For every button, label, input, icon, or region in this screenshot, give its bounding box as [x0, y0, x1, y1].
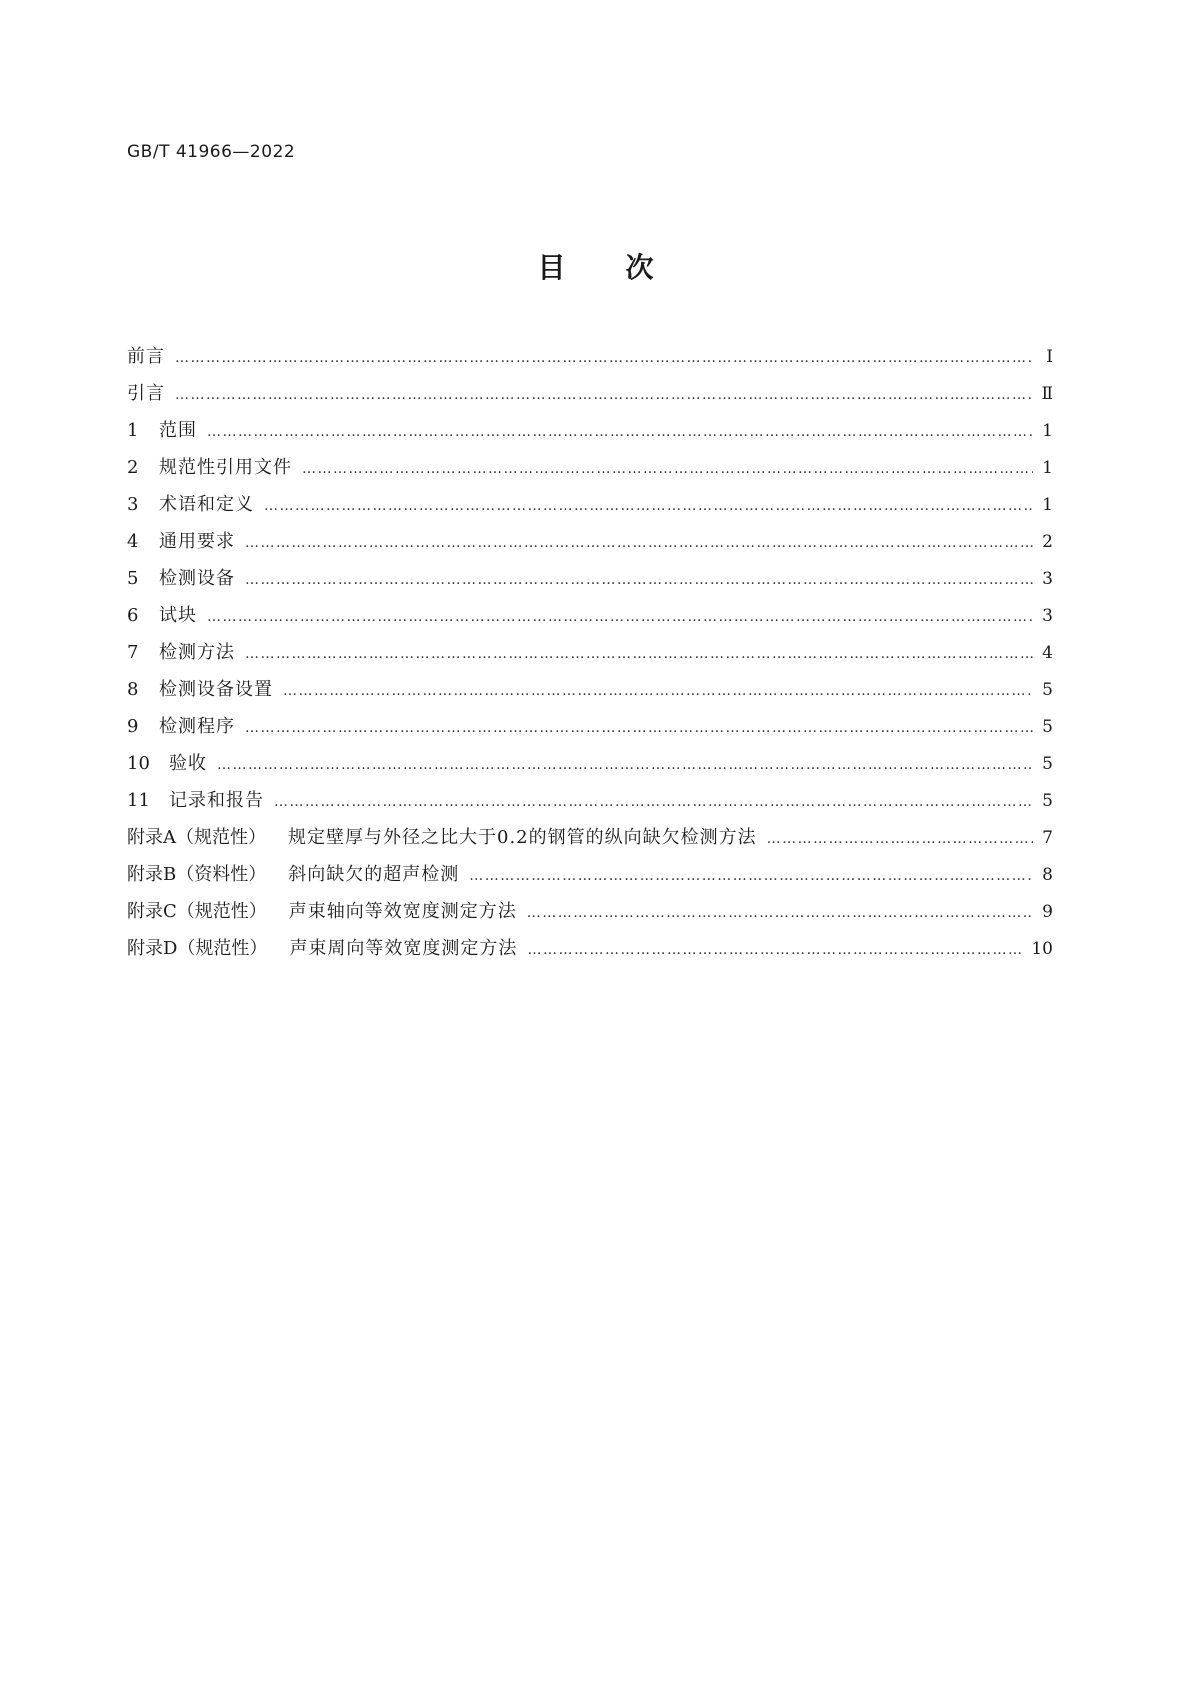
- toc-annex-label: 附录D（规范性）: [127, 938, 268, 959]
- toc-leader-dots: [207, 609, 1033, 625]
- toc-page-number: 7: [1042, 828, 1053, 848]
- standard-code: GB/T 41966—2022: [127, 142, 296, 162]
- toc-entry[interactable]: [127, 823, 1053, 860]
- toc-entry-number: 10: [127, 753, 150, 774]
- toc-leader-dots: [217, 757, 1033, 773]
- toc-entry-title: 检测程序: [159, 716, 235, 737]
- toc-leader-dots: [527, 905, 1033, 921]
- toc-entry[interactable]: [127, 453, 1053, 490]
- toc-entry[interactable]: [127, 564, 1053, 601]
- toc-entry[interactable]: [127, 379, 1053, 416]
- toc-entry[interactable]: [127, 601, 1053, 638]
- toc-entry[interactable]: [127, 749, 1053, 786]
- toc-page-number: 3: [1042, 569, 1053, 589]
- toc-entry-title: 斜向缺欠的超声检测: [288, 864, 460, 885]
- toc-entry-number: 6: [127, 605, 139, 626]
- toc-entry[interactable]: [127, 786, 1053, 823]
- toc-page-number: 4: [1042, 643, 1053, 663]
- toc-entry[interactable]: [127, 675, 1053, 712]
- toc-leader-dots: [245, 535, 1033, 551]
- toc-entry-title: 术语和定义: [159, 494, 254, 515]
- toc-leader-dots: [302, 461, 1033, 477]
- toc-entry[interactable]: [127, 934, 1053, 971]
- toc-entry-title: 检测设备: [159, 568, 235, 589]
- toc-entry[interactable]: [127, 860, 1053, 897]
- toc-leader-dots: [245, 646, 1033, 662]
- toc-entry[interactable]: [127, 897, 1053, 934]
- toc-entry[interactable]: [127, 490, 1053, 527]
- toc-title: 目次: [537, 251, 714, 284]
- toc-annex-label: 附录A（规范性）: [127, 827, 266, 848]
- toc-leader-dots: [274, 794, 1033, 810]
- toc-annex-label: 附录B（资料性）: [127, 864, 267, 885]
- toc-entry-number: 2: [127, 457, 139, 478]
- toc-entry-number: 8: [127, 679, 139, 700]
- toc-entry-title: 通用要求: [159, 531, 235, 552]
- toc-entry-title: 规范性引用文件: [159, 457, 292, 478]
- toc-entry-number: 7: [127, 642, 139, 663]
- toc-page-number: 1: [1042, 421, 1053, 441]
- toc-page-number: Ⅱ: [1041, 384, 1053, 404]
- toc-page-number: 5: [1042, 791, 1053, 811]
- toc-leader-dots: [245, 572, 1033, 588]
- toc-entry-title: 规定壁厚与外径之比大于0.2的钢管的纵向缺欠检测方法: [288, 827, 757, 848]
- toc-entry-title: 声束轴向等效宽度测定方法: [288, 901, 517, 922]
- toc-page-number: 5: [1042, 680, 1053, 700]
- toc-page-number: 5: [1042, 717, 1053, 737]
- toc-page-number: 3: [1042, 606, 1053, 626]
- toc-leader-dots: [767, 831, 1033, 847]
- toc-page-number: 1: [1042, 495, 1053, 515]
- toc-entry-number: 11: [127, 790, 150, 811]
- toc-leader-dots: [175, 387, 1033, 403]
- toc-entry-title: 前言: [127, 346, 165, 367]
- toc-page-number: 5: [1042, 754, 1053, 774]
- toc-entry-title: 验收: [169, 753, 207, 774]
- toc-entry[interactable]: [127, 712, 1053, 749]
- toc-entry-title: 检测方法: [159, 642, 235, 663]
- toc-entry-title: 检测设备设置: [159, 679, 273, 700]
- toc-page-number: Ⅰ: [1046, 347, 1053, 367]
- toc-entry-number: 4: [127, 531, 139, 552]
- toc-annex-label: 附录C（规范性）: [127, 901, 267, 922]
- toc-entry-number: 9: [127, 716, 139, 737]
- toc-entry-title: 引言: [127, 383, 165, 404]
- toc-leader-dots: [245, 720, 1033, 736]
- toc-entry-title: 记录和报告: [169, 790, 264, 811]
- toc-leader-dots: [283, 683, 1033, 699]
- toc-entry-title: 范围: [159, 420, 197, 441]
- toc-leader-dots: [264, 498, 1033, 514]
- toc-entry-number: 3: [127, 494, 139, 515]
- toc-leader-dots: [207, 424, 1033, 440]
- toc-entry[interactable]: [127, 527, 1053, 564]
- toc-leader-dots: [469, 868, 1033, 884]
- toc-page-number: 2: [1042, 532, 1053, 552]
- toc-page-number: 1: [1042, 458, 1053, 478]
- toc-page-number: 9: [1042, 902, 1053, 922]
- toc-entry-title: 试块: [159, 605, 197, 626]
- toc-entry-number: 1: [127, 420, 139, 441]
- toc-page-number: 8: [1042, 865, 1053, 885]
- toc-entry[interactable]: [127, 416, 1053, 453]
- toc-entry[interactable]: [127, 342, 1053, 379]
- toc-leader-dots: [527, 942, 1025, 958]
- toc-entry[interactable]: [127, 638, 1053, 675]
- table-of-contents: [127, 342, 1053, 971]
- toc-entry-title: 声束周向等效宽度测定方法: [289, 938, 518, 959]
- toc-leader-dots: [175, 350, 1033, 366]
- toc-page-number: 10: [1031, 939, 1053, 959]
- toc-entry-number: 5: [127, 568, 139, 589]
